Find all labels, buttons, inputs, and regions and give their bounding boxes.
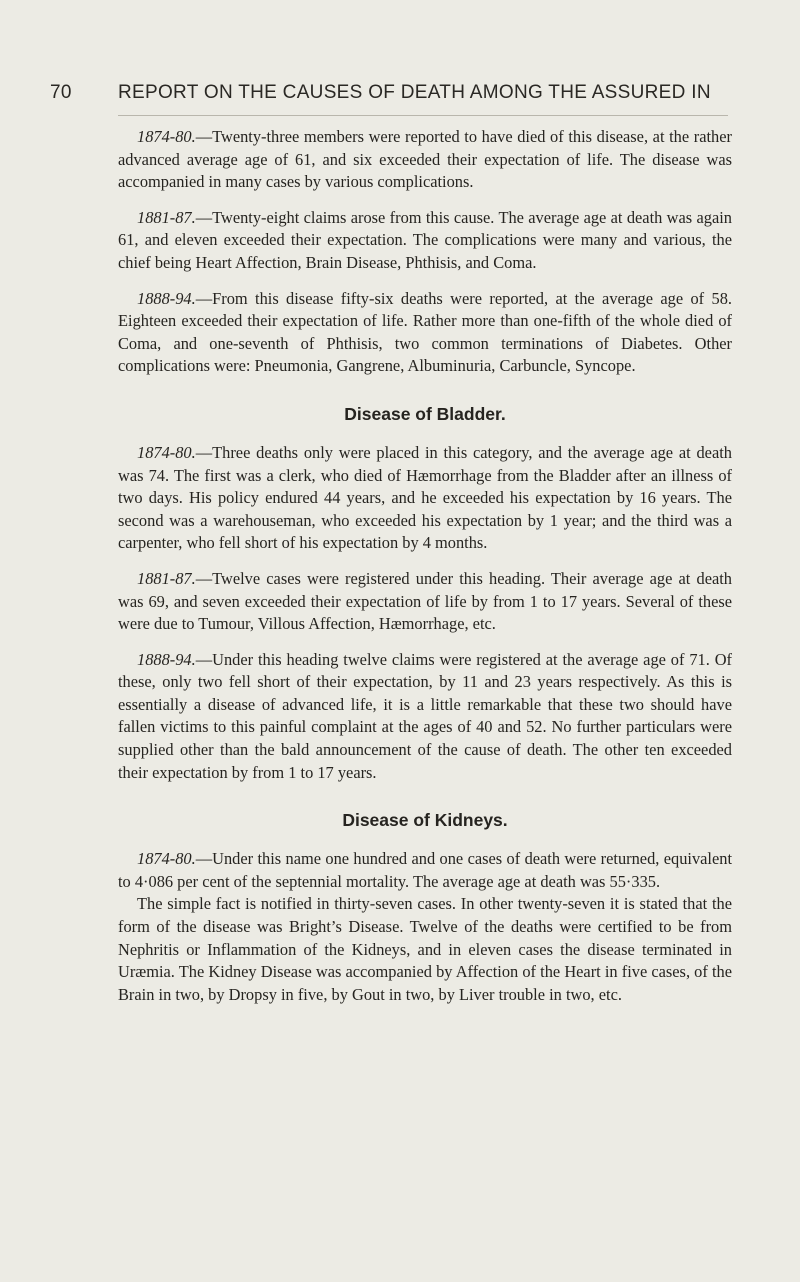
section-heading-kidneys: Disease of Kidneys.: [342, 810, 508, 831]
period-label: 1874-80.: [137, 127, 196, 146]
paragraph-text: —From this disease fifty-six deaths were reported, at the average age of 58. Eighteen exceeded their expectation of life. Rather more than one-fifth of the whole died of Coma, and one-seventh of Phthisis, two common terminations of Diabetes. Other complications were: Pneumonia, Gangrene, Albuminuria, Carbuncle, Syncope.: [118, 288, 732, 376]
paragraph-kidneys-details: [118, 893, 732, 1006]
period-label: 1888-94.: [137, 649, 196, 669]
paragraph-diabetes-1874-80: [118, 126, 732, 194]
paragraph-text: —Under this name one hundred and one cases of death were returned, equivalent to 4·086 per cent of the septennial mortality. The average age at death was 55·335.: [118, 849, 732, 891]
paragraph-text: —Three deaths only were placed in this category, and the average age at death was 74. The first was a clerk, who died of Hæmorrhage from the Bladder after an illness of two days. His policy endured 44 years, and he exceeded his expectation by 16 years. The second was a warehouseman, who exceeded his expectation by 1 year; and the third was a carpenter, who fell short of his expectation by 4 months.: [118, 442, 732, 553]
period-label: 1874-80.: [137, 442, 196, 462]
paragraph-text: —Twelve cases were registered under this heading. Their average age at death was 69, and seven exceeded their expectation of life by from 1 to 17 years. Several of these were due to Tumour, Villous Affection, Hæmorrhage, etc.: [118, 568, 732, 634]
paragraph-text: The simple fact is notified in thirty-seven cases. In other twenty-seven it is stated that the form of the disease was Bright’s Disease. Twelve of the deaths were certified to be from Nephritis or Inflammation of the Kidneys, and in eleven cases the disease terminated in Uræmia. The Kidney Disease was accompanied by Affection of the Heart in five cases, of the Brain in two, by Dropsy in five, by Gout in two, by Liver trouble in two, etc.: [118, 894, 732, 1004]
header-divider: [118, 115, 728, 116]
paragraph-bladder-1874-80: [118, 442, 732, 555]
period-label: 1881-87.: [137, 207, 196, 227]
period-label: 1881-87.: [137, 568, 196, 588]
period-label: 1888-94.: [137, 288, 196, 308]
paragraph-text: —Twenty-three members were reported to have died of this disease, at the rather advanced average age of 61, and six exceeded their expectation of life. The disease was accompanied in many cases by various complications.: [118, 127, 732, 192]
paragraph-bladder-1888-94: [118, 649, 732, 785]
page-body: [118, 126, 732, 1019]
paragraph-diabetes-1888-94: [118, 288, 732, 378]
paragraph-bladder-1881-87: [118, 568, 732, 636]
period-label: 1874-80.: [137, 849, 196, 869]
paragraph-kidneys-1874-80: [118, 848, 732, 893]
paragraph-diabetes-1881-87: [118, 207, 732, 275]
page-number: 70: [50, 82, 72, 103]
paragraph-text: —Under this heading twelve claims were registered at the average age of 71. Of these, only two fell short of their expectation, by 11 and 23 years respectively. As this is essentially a disease of advanced life, it is a little remarkable that these two should have fallen victims to this painful complaint at the ages of 40 and 52. No further particulars were supplied other than the bald announcement of the cause of death. The other ten exceeded their expectation by from 1 to 17 years.: [118, 649, 732, 782]
running-title: REPORT ON THE CAUSES OF DEATH AMONG THE ASSURED IN: [118, 82, 711, 103]
paragraph-text: —Twenty-eight claims arose from this cause. The average age at death was again 61, and eleven exceeded their expectation. The complications were many and various, the chief being Heart Affection, Brain Disease, Phthisis, and Coma.: [118, 207, 732, 272]
running-header: [50, 82, 750, 104]
section-heading-bladder: Disease of Bladder.: [344, 403, 506, 424]
